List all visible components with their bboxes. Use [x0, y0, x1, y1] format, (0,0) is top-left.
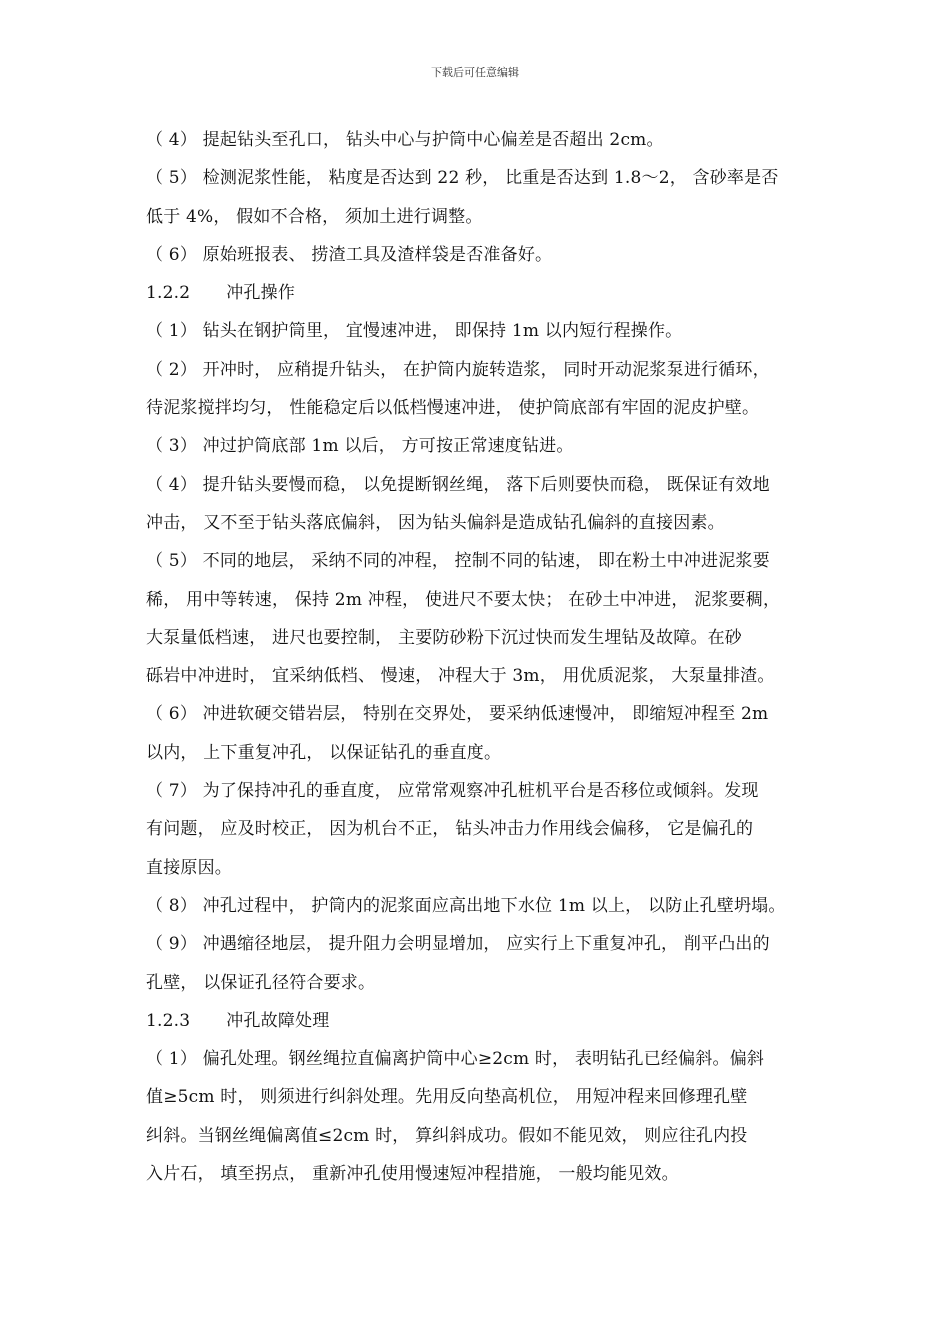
paragraph-line: （ 4） 提起钻头至孔口， 钻头中心与护筒中心偏差是否超出 2cm。	[146, 130, 664, 150]
section-title: 冲孔操作	[226, 283, 296, 304]
paragraph-line: （ 6） 原始班报表、 捞渣工具及渣样袋是否准备好。	[146, 244, 553, 265]
paragraph-line: （ 5） 检测泥浆性能， 粘度是否达到 22 秒， 比重是否达到 1.8～2， 含砂率是否	[146, 168, 779, 189]
paragraph-line: （ 8） 冲孔过程中， 护筒内的泥浆面应高出地下水位 1m 以上， 以防止孔壁坍塌。	[146, 895, 786, 916]
paragraph-line: 有问题， 应及时校正， 因为机台不正， 钻头冲击力作用线会偏移， 它是偏孔的	[146, 819, 754, 840]
paragraph-line: （ 3） 冲过护筒底部 1m 以后， 方可按正常速度钻进。	[146, 436, 574, 457]
section-number: 1.2.3	[146, 1010, 191, 1031]
paragraph-line: 低于 4%， 假如不合格， 须加土进行调整。	[146, 206, 483, 227]
paragraph-line: 纠斜。当钢丝绳偏离值≤2cm 时， 算纠斜成功。假如不能见效， 则应往孔内投	[146, 1125, 748, 1146]
paragraph-line: 以内， 上下重复冲孔， 以保证钻孔的垂直度。	[146, 742, 502, 763]
page-header: 下载后可任意编辑	[431, 66, 519, 79]
paragraph-line: （ 9） 冲遇缩径地层， 提升阻力会明显增加， 应实行上下重复冲孔， 削平凸出的	[146, 934, 770, 955]
paragraph-line: 稀， 用中等转速， 保持 2m 冲程， 使进尺不要太快； 在砂土中冲进， 泥浆要稠，	[146, 589, 781, 610]
paragraph-line: （ 2） 开冲时， 应稍提升钻头， 在护筒内旋转造浆， 同时开动泥浆泵进行循环，	[146, 359, 770, 380]
paragraph-line: 砾岩中冲进时， 宜采纳低档、 慢速， 冲程大于 3m， 用优质泥浆， 大泵量排渣。	[146, 666, 775, 687]
paragraph-line: 冲击， 又不至于钻头落底偏斜， 因为钻头偏斜是造成钻孔偏斜的直接因素。	[146, 512, 725, 533]
paragraph-line: 直接原因。	[146, 857, 232, 878]
paragraph-line: 孔壁， 以保证孔径符合要求。	[146, 972, 376, 993]
paragraph-line: （ 1） 偏孔处理。钢丝绳拉直偏离护筒中心≥2cm 时， 表明钻孔已经偏斜。偏斜	[146, 1049, 765, 1070]
paragraph-line: （ 1） 钻头在钢护筒里， 宜慢速冲进， 即保持 1m 以内短行程操作。	[146, 321, 683, 342]
section-heading-1-2-3	[146, 1002, 808, 1040]
section-title: 冲孔故障处理	[226, 1010, 330, 1031]
paragraph-line: 待泥浆搅拌均匀， 性能稳定后以低档慢速冲进， 使护筒底部有牢固的泥皮护壁。	[146, 398, 760, 419]
section-number: 1.2.2	[146, 283, 191, 304]
section-heading-1-2-2	[146, 274, 808, 312]
paragraph-line: （ 6） 冲进软硬交错岩层， 特别在交界处， 要采纳低速慢冲， 即缩短冲程至 2m	[146, 704, 769, 725]
paragraph-line: （ 5） 不同的地层， 采纳不同的冲程， 控制不同的钻速， 即在粉土中冲进泥浆要	[146, 551, 770, 572]
paragraph-line: 值≥5cm 时， 则须进行纠斜处理。先用反向垫高机位， 用短冲程来回修理孔壁	[146, 1087, 748, 1108]
paragraph-line: 大泵量低档速， 进尺也要控制， 主要防砂粉下沉过快而发生埋钻及故障。在砂	[146, 627, 743, 648]
paragraph-line: 入片石， 填至拐点， 重新冲孔使用慢速短冲程措施， 一般均能见效。	[146, 1164, 679, 1185]
paragraph-line: （ 4） 提升钻头要慢而稳， 以免提断钢丝绳， 落下后则要快而稳， 既保证有效地	[146, 474, 770, 495]
document-body	[146, 121, 808, 1193]
paragraph-line: （ 7） 为了保持冲孔的垂直度， 应常常观察冲孔桩机平台是否移位或倾斜。发现	[146, 781, 759, 802]
